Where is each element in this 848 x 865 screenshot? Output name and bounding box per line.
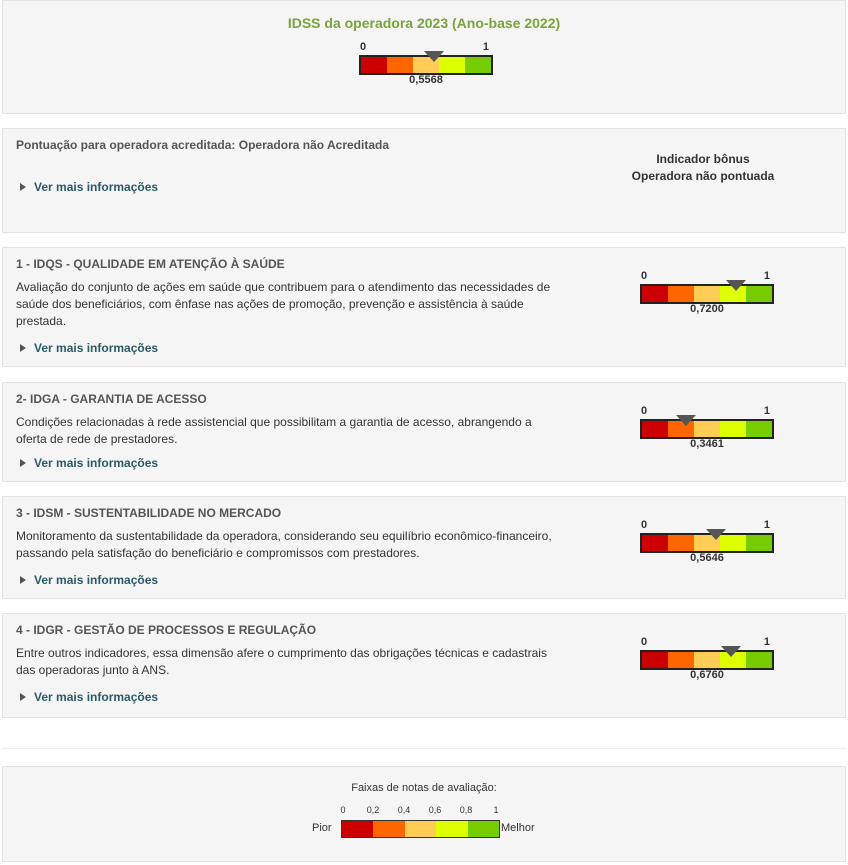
caret-right-icon <box>20 693 26 701</box>
dimension-panel-idga <box>2 382 846 482</box>
gauge-value: 0,7200 <box>690 303 724 315</box>
gauge-min-label: 0 <box>641 270 648 282</box>
more-info-link[interactable] <box>20 456 158 470</box>
gauge-max-label: 1 <box>763 270 770 282</box>
more-info-link[interactable] <box>20 180 158 194</box>
dimension-description: Entre outros indicadores, essa dimensão afere o cumprimento das obrigações técnicas e cadastrais das operadoras junto à ANS. <box>16 646 547 677</box>
legend-color-bar <box>341 820 500 838</box>
legend-tick: 0 <box>340 805 346 815</box>
divider <box>2 748 846 749</box>
dimension-gauge <box>640 270 774 320</box>
more-info-link[interactable] <box>20 573 158 587</box>
dimension-panel-idgr <box>2 613 846 718</box>
caret-right-icon <box>20 344 26 352</box>
gauge-value: 0,5568 <box>409 74 443 86</box>
more-info-link[interactable] <box>20 341 158 355</box>
gauge-min-label: 0 <box>641 636 648 648</box>
dimension-description: Avaliação do conjunto de ações em saúde que contribuem para o atendimento das necessidades de saúde dos beneficiários, com ênfase nas ações de promoção, prevenção e assistência à saúde prestada. <box>16 280 551 328</box>
dimension-gauge <box>640 636 774 686</box>
dimension-gauge <box>640 405 774 455</box>
gauge-max-label: 1 <box>763 405 770 417</box>
legend-worst-label: Pior <box>312 822 332 834</box>
dimension-description: Monitoramento da sustentabilidade da operadora, considerando seu equilíbrio econômico-financeiro, passando pela satisfação do beneficiário e compromissos com prestadores. <box>16 529 552 560</box>
more-info-label: Ver mais informações <box>34 456 159 470</box>
caret-right-icon <box>20 576 26 584</box>
accreditation-status: Pontuação para operadora acreditada: Operadora não Acreditada <box>16 138 389 152</box>
gauge-marker-icon <box>721 646 741 657</box>
dimension-title: 2- IDGA - GARANTIA DE ACESSO <box>16 392 207 406</box>
caret-right-icon <box>20 459 26 467</box>
dimension-panel-idqs <box>2 247 846 367</box>
more-info-link[interactable] <box>20 690 158 704</box>
gauge-value: 0,6760 <box>690 669 724 681</box>
accreditation-panel <box>2 128 846 233</box>
gauge-color-bar <box>640 419 774 439</box>
gauge-min-label: 0 <box>641 519 648 531</box>
gauge-max-label: 1 <box>482 41 489 53</box>
dimension-gauge <box>640 519 774 569</box>
gauge-value: 0,3461 <box>690 438 724 450</box>
legend-tick: 0,2 <box>366 805 380 815</box>
dimension-title: 3 - IDSM - SUSTENTABILIDADE NO MERCADO <box>16 506 282 520</box>
gauge-value: 0,5646 <box>690 552 724 564</box>
dimension-title: 4 - IDGR - GESTÃO DE PROCESSOS E REGULAÇÃO <box>16 623 317 637</box>
gauge-marker-icon <box>706 529 726 540</box>
dimension-title: 1 - IDQS - QUALIDADE EM ATENÇÃO À SAÚDE <box>16 257 285 271</box>
caret-right-icon <box>20 183 26 191</box>
page-title: IDSS da operadora 2023 (Ano-base 2022) <box>287 15 561 31</box>
bonus-value: Operadora não pontuada <box>631 169 775 183</box>
bonus-title: Indicador bônus <box>656 152 750 166</box>
dimension-description: Condições relacionadas à rede assistencial que possibilitam a garantia de acesso, abrangendo a oferta de rede de prestadores. <box>16 415 532 446</box>
legend-panel <box>2 766 846 862</box>
gauge-max-label: 1 <box>763 519 770 531</box>
more-info-label: Ver mais informações <box>34 573 159 587</box>
gauge-marker-icon <box>676 415 696 426</box>
gauge-min-label: 0 <box>641 405 648 417</box>
overall-score-gauge <box>359 41 493 91</box>
gauge-max-label: 1 <box>763 636 770 648</box>
legend-tick: 0,6 <box>428 805 442 815</box>
bonus-indicator <box>603 151 803 185</box>
legend-tick: 1 <box>493 805 499 815</box>
legend-tick: 0,4 <box>397 805 411 815</box>
gauge-color-bar <box>640 650 774 670</box>
gauge-marker-icon <box>726 280 746 291</box>
legend-tick: 0,8 <box>459 805 473 815</box>
more-info-label: Ver mais informações <box>34 690 159 704</box>
legend-best-label: Melhor <box>501 822 535 834</box>
dimension-panel-idsm <box>2 496 846 599</box>
header-panel <box>2 0 846 114</box>
gauge-min-label: 0 <box>360 41 367 53</box>
gauge-marker-icon <box>424 51 444 62</box>
more-info-label: Ver mais informações <box>34 180 159 194</box>
gauge-color-bar <box>640 284 774 304</box>
more-info-label: Ver mais informações <box>34 341 159 355</box>
legend-title: Faixas de notas de avaliação: <box>351 782 497 794</box>
